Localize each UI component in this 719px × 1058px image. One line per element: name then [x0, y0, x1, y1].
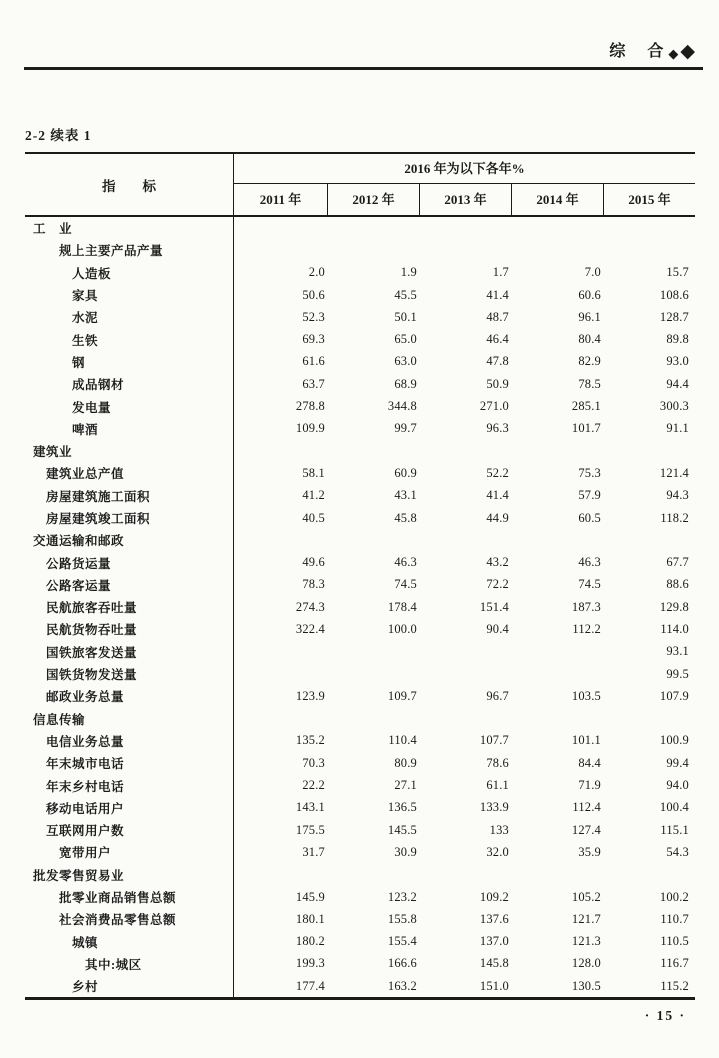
value-cell: 103.5: [571, 688, 601, 703]
value-cell: 80.9: [394, 755, 417, 770]
value-cell: 93.0: [666, 354, 689, 369]
value-cell: 58.1: [302, 465, 325, 480]
value-cell: 136.5: [387, 800, 417, 815]
row-label: 社会消费品零售总额: [25, 908, 234, 930]
value-cell: 100.2: [659, 889, 689, 904]
value-cell: 271.0: [479, 399, 509, 414]
value-cell: 121.3: [571, 934, 601, 949]
value-cell: 107.7: [479, 733, 509, 748]
value-cell: 96.3: [486, 421, 509, 436]
table-row: [25, 217, 695, 239]
value-cell: 63.7: [302, 376, 325, 391]
value-cell: 50.6: [302, 287, 325, 302]
value-cell: 78.3: [302, 577, 325, 592]
value-cell: 61.1: [486, 778, 509, 793]
value-cell: 75.3: [578, 465, 601, 480]
value-cell: 118.2: [660, 510, 689, 525]
value-cell: 177.4: [295, 978, 325, 993]
value-cell: 109.7: [387, 688, 417, 703]
value-cell: 123.2: [387, 889, 417, 904]
value-cell: 88.6: [666, 577, 689, 592]
value-cell: 46.3: [394, 555, 417, 570]
value-cell: 50.9: [486, 376, 509, 391]
value-cell: 108.6: [659, 287, 689, 302]
table-row: [25, 574, 695, 596]
table-body: [25, 217, 695, 997]
table-row: [25, 618, 695, 640]
row-label: 移动电话用户: [25, 797, 234, 819]
value-cell: 1.9: [400, 265, 417, 280]
value-cell: 137.0: [479, 934, 509, 949]
header-rule: [24, 67, 703, 70]
table-row: [25, 351, 695, 373]
value-cell: 67.7: [666, 555, 689, 570]
value-cell: 112.2: [572, 621, 601, 636]
value-cell: 27.1: [394, 778, 417, 793]
row-label: 房屋建筑竣工面积: [25, 507, 234, 529]
value-cell: 100.9: [659, 733, 689, 748]
row-label: 互联网用户数: [25, 819, 234, 841]
year-column-header: 2013 年: [420, 184, 512, 215]
year-header-group: [234, 154, 695, 215]
table-row: [25, 551, 695, 573]
row-label: 城镇: [25, 931, 234, 953]
row-label: 邮政业务总量: [25, 685, 234, 707]
value-cell: 115.2: [660, 978, 689, 993]
table-row: [25, 953, 695, 975]
year-column-header: 2011 年: [234, 184, 328, 215]
table-row: [25, 306, 695, 328]
value-cell: 344.8: [387, 399, 417, 414]
row-label: 国铁货物发送量: [25, 663, 234, 685]
value-cell: 115.1: [660, 822, 689, 837]
value-cell: 107.9: [659, 688, 689, 703]
page-number: · 15 ·: [644, 1008, 686, 1023]
value-cell: 94.4: [666, 376, 689, 391]
value-cell: 32.0: [486, 844, 509, 859]
value-cell: 123.9: [295, 688, 325, 703]
row-label: 公路客运量: [25, 574, 234, 596]
value-cell: 135.2: [295, 733, 325, 748]
value-cell: 100.4: [659, 800, 689, 815]
table-row: [25, 373, 695, 395]
value-cell: 41.4: [486, 488, 509, 503]
value-cell: 40.5: [302, 510, 325, 525]
value-cell: 22.2: [302, 778, 325, 793]
table-row: [25, 797, 695, 819]
table-row: [25, 931, 695, 953]
value-cell: 274.3: [295, 599, 325, 614]
value-cell: 93.1: [666, 644, 689, 659]
row-label: 啤酒: [25, 418, 234, 440]
table-row: [25, 440, 695, 462]
row-label: 民航货物吞吐量: [25, 618, 234, 640]
value-cell: 7.0: [584, 265, 601, 280]
year-column-header: 2015 年: [628, 192, 671, 207]
table-row: [25, 841, 695, 863]
row-label: 年末乡村电话: [25, 774, 234, 796]
value-cell: 57.9: [578, 488, 601, 503]
value-cell: 101.1: [571, 733, 601, 748]
value-cell: 78.6: [486, 755, 509, 770]
value-cell: 89.8: [666, 332, 689, 347]
table-row: [25, 395, 695, 417]
value-cell: 52.3: [302, 309, 325, 324]
value-cell: 80.4: [578, 332, 601, 347]
value-cell: 300.3: [659, 399, 689, 414]
value-cell: 1.7: [492, 265, 509, 280]
table-row: [25, 529, 695, 551]
value-cell: 41.2: [302, 488, 325, 503]
value-cell: 72.2: [486, 577, 509, 592]
value-cell: 46.3: [578, 555, 601, 570]
value-cell: 121.4: [659, 465, 689, 480]
value-cell: 155.8: [387, 911, 417, 926]
value-cell: 127.4: [571, 822, 601, 837]
table-row: [25, 708, 695, 730]
value-cell: 35.9: [578, 844, 601, 859]
value-cell: 151.4: [479, 599, 509, 614]
row-label: 年末城市电话: [25, 752, 234, 774]
row-label: 成品钢材: [25, 373, 234, 395]
value-cell: 175.5: [295, 822, 325, 837]
value-cell: 133: [489, 822, 509, 837]
row-label: 发电量: [25, 395, 234, 417]
value-cell: 199.3: [295, 956, 325, 971]
value-cell: 30.9: [394, 844, 417, 859]
diamond-icon: ◆: [668, 46, 679, 62]
table-row: [25, 641, 695, 663]
value-cell: 109.9: [295, 421, 325, 436]
value-cell: 145.9: [295, 889, 325, 904]
table-row: [25, 328, 695, 350]
value-cell: 105.2: [571, 889, 601, 904]
value-cell: 45.5: [394, 287, 417, 302]
value-cell: 78.5: [578, 376, 601, 391]
value-cell: 63.0: [394, 354, 417, 369]
value-cell: 54.3: [666, 844, 689, 859]
value-cell: 15.7: [666, 265, 689, 280]
row-label: 民航旅客吞吐量: [25, 596, 234, 618]
value-cell: 96.1: [578, 309, 601, 324]
row-label: 规上主要产品产量: [25, 239, 234, 261]
table-row: [25, 819, 695, 841]
table-row: [25, 774, 695, 796]
value-cell: 116.7: [660, 956, 689, 971]
table-row: [25, 975, 695, 997]
value-cell: 50.1: [394, 309, 417, 324]
table-row: [25, 685, 695, 707]
indicator-column-header: 指 标: [25, 154, 234, 215]
value-cell: 48.7: [486, 309, 509, 324]
row-label: 工 业: [25, 217, 234, 239]
value-cell: 129.8: [659, 599, 689, 614]
value-cell: 112.4: [572, 800, 601, 815]
row-label: 批发零售贸易业: [25, 864, 234, 886]
value-cell: 166.6: [387, 956, 417, 971]
row-label: 家具: [25, 284, 234, 306]
value-cell: 99.5: [666, 666, 689, 681]
value-cell: 60.5: [578, 510, 601, 525]
value-cell: 130.5: [571, 978, 601, 993]
value-cell: 114.0: [660, 621, 689, 636]
value-cell: 69.3: [302, 332, 325, 347]
value-cell: 110.7: [660, 911, 689, 926]
value-cell: 43.2: [486, 555, 509, 570]
row-label: 建筑业: [25, 440, 234, 462]
table-row: [25, 663, 695, 685]
row-label: 批零业商品销售总额: [25, 886, 234, 908]
table-row: [25, 752, 695, 774]
value-cell: 91.1: [666, 421, 689, 436]
value-cell: 145.5: [387, 822, 417, 837]
row-label: 宽带用户: [25, 841, 234, 863]
value-cell: 137.6: [479, 911, 509, 926]
value-cell: 163.2: [387, 978, 417, 993]
value-cell: 74.5: [394, 577, 417, 592]
value-cell: 278.8: [295, 399, 325, 414]
table-row: [25, 886, 695, 908]
table-row: [25, 730, 695, 752]
table-caption: 2-2 续表 1: [25, 128, 92, 143]
table-row: [25, 462, 695, 484]
section-header: [609, 41, 695, 62]
value-cell: 322.4: [295, 621, 325, 636]
row-label: 生铁: [25, 328, 234, 350]
value-cell: 145.8: [479, 956, 509, 971]
value-cell: 52.2: [486, 465, 509, 480]
year-columns: [234, 184, 695, 215]
value-cell: 43.1: [394, 488, 417, 503]
row-label: 人造板: [25, 262, 234, 284]
value-cell: 94.3: [666, 488, 689, 503]
table-row: [25, 596, 695, 618]
row-label: 公路货运量: [25, 551, 234, 573]
value-cell: 180.1: [295, 911, 325, 926]
value-cell: 143.1: [295, 800, 325, 815]
value-cell: 94.0: [666, 778, 689, 793]
row-label: 房屋建筑施工面积: [25, 485, 234, 507]
value-cell: 60.9: [394, 465, 417, 480]
value-cell: 68.9: [394, 376, 417, 391]
value-cell: 101.7: [571, 421, 601, 436]
value-cell: 109.2: [479, 889, 509, 904]
diamond-icon: ◆: [680, 41, 695, 62]
value-cell: 151.0: [479, 978, 509, 993]
value-cell: 61.6: [302, 354, 325, 369]
value-cell: 84.4: [578, 755, 601, 770]
value-cell: 187.3: [571, 599, 601, 614]
value-cell: 99.4: [666, 755, 689, 770]
value-cell: 70.3: [302, 755, 325, 770]
row-label: 乡村: [25, 975, 234, 997]
row-label: 水泥: [25, 306, 234, 328]
table-row: [25, 262, 695, 284]
table-header: [25, 154, 695, 217]
value-cell: 74.5: [578, 577, 601, 592]
row-label: 建筑业总产值: [25, 462, 234, 484]
section-title: 综 合: [609, 43, 667, 61]
value-cell: 178.4: [387, 599, 417, 614]
value-cell: 128.7: [659, 309, 689, 324]
row-label: 信息传输: [25, 708, 234, 730]
table-row: [25, 418, 695, 440]
value-cell: 47.8: [486, 354, 509, 369]
value-cell: 121.7: [571, 911, 601, 926]
value-cell: 82.9: [578, 354, 601, 369]
value-cell: 41.4: [486, 287, 509, 302]
table-row: [25, 284, 695, 306]
value-cell: 44.9: [486, 510, 509, 525]
value-cell: 46.4: [486, 332, 509, 347]
span-header: 2016 年为以下各年%: [234, 154, 695, 184]
value-cell: 110.4: [388, 733, 417, 748]
value-cell: 99.7: [394, 421, 417, 436]
value-cell: 133.9: [479, 800, 509, 815]
value-cell: 65.0: [394, 332, 417, 347]
value-cell: 96.7: [486, 688, 509, 703]
value-cell: 285.1: [571, 399, 601, 414]
row-label: 电信业务总量: [25, 730, 234, 752]
table-row: [25, 239, 695, 261]
value-cell: 2.0: [308, 265, 325, 280]
value-cell: 71.9: [578, 778, 601, 793]
row-label: 其中:城区: [25, 953, 234, 975]
row-label: 交通运输和邮政: [25, 529, 234, 551]
value-cell: 180.2: [295, 934, 325, 949]
value-cell: 45.8: [394, 510, 417, 525]
value-cell: 110.5: [660, 934, 689, 949]
value-cell: 49.6: [302, 555, 325, 570]
value-cell: 128.0: [571, 956, 601, 971]
value-cell: 31.7: [302, 844, 325, 859]
value-cell: 100.0: [387, 621, 417, 636]
statistics-table: [25, 152, 695, 1000]
value-cell: 155.4: [387, 934, 417, 949]
table-row: [25, 485, 695, 507]
value-cell: 90.4: [486, 621, 509, 636]
row-label: 国铁旅客发送量: [25, 641, 234, 663]
year-column-header: 2012 年: [328, 184, 420, 215]
year-column-header: 2014 年: [512, 184, 604, 215]
table-row: [25, 864, 695, 886]
value-cell: 60.6: [578, 287, 601, 302]
table-row: [25, 507, 695, 529]
row-label: 钢: [25, 351, 234, 373]
table-row: [25, 908, 695, 930]
